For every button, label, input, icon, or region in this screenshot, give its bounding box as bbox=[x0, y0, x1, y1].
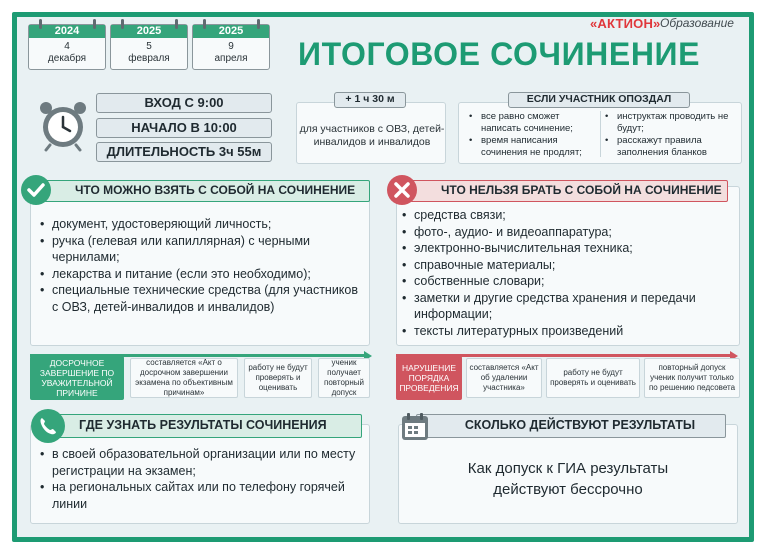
cross-icon bbox=[386, 174, 418, 206]
list-item: • инструктаж проводить не будут; bbox=[605, 111, 737, 135]
late-left-list bbox=[469, 111, 599, 159]
flow-green-step-1: составляется «Акт о досрочном завершении экзамена по объективным причинам» bbox=[130, 358, 238, 398]
flow-red-label: НАРУШЕНИЕ ПОРЯДКА ПРОВЕДЕНИЯ bbox=[396, 356, 462, 400]
calendar-ring-icon bbox=[175, 19, 178, 29]
list-item: • расскажут правила заполнения бланков bbox=[605, 135, 737, 159]
flow-green-step-3: ученик получает повторный допуск bbox=[318, 358, 370, 398]
list-item: • специальные технические средства (для участников с ОВЗ, детей-инвалидов и инвалидов) bbox=[40, 282, 366, 315]
late-tag: ЕСЛИ УЧАСТНИК ОПОЗДАЛ bbox=[508, 92, 690, 108]
date-card-2 bbox=[110, 24, 188, 70]
calendar-ring-icon bbox=[39, 19, 42, 29]
late-card bbox=[458, 102, 742, 164]
start-time: НАЧАЛО В 10:00 bbox=[96, 118, 272, 138]
list-item: • в своей образовательной организации или по месту регистрации на экзамен; bbox=[40, 446, 364, 479]
date-card-1 bbox=[28, 24, 106, 70]
list-item: • справочные материалы; bbox=[402, 257, 738, 274]
date-day: 9 bbox=[228, 41, 234, 52]
date-day: 5 bbox=[146, 41, 152, 52]
list-item: • тексты литературных произведений bbox=[402, 323, 738, 340]
flow-red-step-2: работу не будут проверять и оценивать bbox=[546, 358, 640, 398]
list-item: • документ, удостоверяющий личность; bbox=[40, 216, 366, 233]
list-item: • заметки и другие средства хранения и передачи информации; bbox=[402, 290, 738, 323]
date-year: 2024 bbox=[29, 25, 105, 38]
flow-green-step-2: работу не будут проверять и оценивать bbox=[244, 358, 312, 398]
calendar-icon bbox=[400, 412, 430, 442]
entry-time: ВХОД С 9:00 bbox=[96, 93, 272, 113]
results-valid-text: Как допуск к ГИА результаты действуют бессрочно bbox=[467, 460, 669, 498]
list-item: • лекарства и питание (если это необходимо); bbox=[40, 266, 366, 283]
extra-time-card bbox=[296, 102, 446, 164]
list-item: • время написания сочинения не продлят; bbox=[469, 135, 599, 159]
date-month: февраля bbox=[128, 53, 170, 64]
page-title: ИТОГОВОЕ СОЧИНЕНИЕ bbox=[298, 36, 701, 72]
allowed-list bbox=[40, 216, 366, 315]
date-year: 2025 bbox=[111, 25, 187, 38]
divider bbox=[600, 111, 601, 157]
date-year: 2025 bbox=[193, 25, 269, 38]
allowed-heading: ЧТО МОЖНО ВЗЯТЬ С СОБОЙ НА СОЧИНЕНИЕ bbox=[44, 180, 370, 202]
list-item: • собственные словари; bbox=[402, 273, 738, 290]
list-item: • все равно сможет написать сочинение; bbox=[469, 111, 599, 135]
results-valid-heading: СКОЛЬКО ДЕЙСТВУЮТ РЕЗУЛЬТАТЫ bbox=[416, 414, 726, 438]
check-icon bbox=[20, 174, 52, 206]
calendar-ring-icon bbox=[93, 19, 96, 29]
duration-time: ДЛИТЕЛЬНОСТЬ 3ч 55м bbox=[96, 142, 272, 162]
forbidden-heading: ЧТО НЕЛЬЗЯ БРАТЬ С СОБОЙ НА СОЧИНЕНИЕ bbox=[410, 180, 728, 202]
calendar-ring-icon bbox=[121, 19, 124, 29]
date-month: апреля bbox=[214, 53, 248, 64]
extra-time-text: для участников с ОВЗ, детей-инвалидов и инвалидов bbox=[299, 123, 445, 148]
flow-green-label: ДОСРОЧНОЕ ЗАВЕРШЕНИЕ ПО УВАЖИТЕЛЬНОЙ ПРИЧИНЕ bbox=[30, 356, 124, 400]
calendar-ring-icon bbox=[257, 19, 260, 29]
list-item: • фото-, аудио- и видеоаппаратура; bbox=[402, 224, 738, 241]
logo-section: Образование bbox=[660, 16, 734, 30]
date-day: 4 bbox=[64, 41, 70, 52]
list-item: • средства связи; bbox=[402, 207, 738, 224]
logo-brand: «АКТИОН» bbox=[590, 16, 661, 31]
list-item: • на региональных сайтах или по телефону горячей линии bbox=[40, 479, 364, 512]
results-where-heading: ГДЕ УЗНАТЬ РЕЗУЛЬТАТЫ СОЧИНЕНИЯ bbox=[48, 414, 362, 438]
flow-red-step-3: повторный допуск ученик получит только по решению педсовета bbox=[644, 358, 740, 398]
calendar-ring-icon bbox=[203, 19, 206, 29]
results-where-list bbox=[40, 446, 364, 512]
date-card-3 bbox=[192, 24, 270, 70]
alarm-clock-icon bbox=[36, 100, 90, 152]
phone-icon bbox=[30, 408, 66, 444]
list-item: • ручка (гелевая или капиллярная) с черными чернилами; bbox=[40, 233, 366, 266]
extra-time-tag: + 1 ч 30 м bbox=[334, 92, 406, 108]
late-right-list bbox=[605, 111, 737, 159]
flow-red-step-1: составляется «Акт об удалении участника» bbox=[466, 358, 542, 398]
date-month: декабря bbox=[47, 53, 87, 64]
list-item: • электронно-вычислительная техника; bbox=[402, 240, 738, 257]
forbidden-list bbox=[402, 207, 738, 339]
